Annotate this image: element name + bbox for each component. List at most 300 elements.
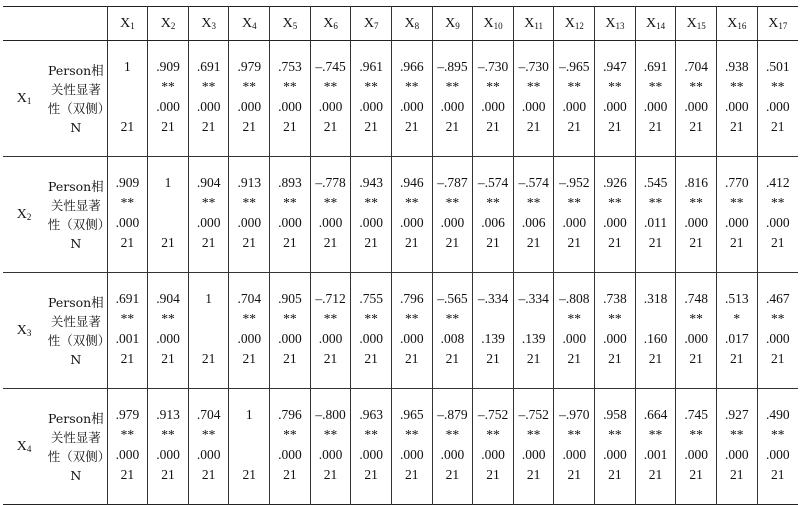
coefficient-value: .753 xyxy=(278,59,302,74)
p-value: .000 xyxy=(440,447,465,462)
significance-stars: ** xyxy=(405,195,419,210)
coefficient-value: .905 xyxy=(278,291,302,306)
p-value: .000 xyxy=(603,447,627,462)
column-header-base: X xyxy=(605,15,616,31)
coefficient-value: .691 xyxy=(196,59,221,74)
table-cell xyxy=(757,273,798,389)
p-value: .017 xyxy=(724,331,749,346)
table-cell xyxy=(676,41,717,157)
cell-stack xyxy=(108,41,148,156)
coefficient-value: .490 xyxy=(765,407,790,422)
p-value: .000 xyxy=(359,331,383,346)
table-cell xyxy=(229,389,270,505)
statistic-label-cell: Person相关性显著性（双侧）N xyxy=(47,178,104,251)
coefficient-value: .943 xyxy=(359,175,383,190)
row-variable-base: X xyxy=(16,322,27,338)
sample-size: 21 xyxy=(608,467,622,482)
sample-size: 21 xyxy=(283,119,297,134)
sample-size: 21 xyxy=(201,119,216,134)
significance-stars: ** xyxy=(486,427,500,442)
sample-size: 21 xyxy=(283,467,297,482)
cell-stack xyxy=(189,41,229,156)
cell-stack xyxy=(311,41,351,156)
cell-stack xyxy=(636,41,676,156)
coefficient-value: –.334 xyxy=(518,291,549,306)
column-header-base: X xyxy=(323,15,334,31)
column-header-x3 xyxy=(188,7,229,41)
corner-cell xyxy=(3,7,45,41)
sample-size: 21 xyxy=(283,235,297,250)
coefficient-value: .412 xyxy=(765,175,790,190)
sample-size: 21 xyxy=(567,351,582,366)
table-cell xyxy=(554,41,595,157)
significance-stars: ** xyxy=(771,427,785,442)
table-cell xyxy=(595,273,636,389)
p-value: .000 xyxy=(278,447,302,462)
cell-stack xyxy=(229,157,269,272)
significance-stars: ** xyxy=(201,427,216,442)
p-value: .000 xyxy=(603,99,627,114)
cell-stack xyxy=(514,41,554,156)
cell-stack xyxy=(676,273,716,388)
coefficient-value: .909 xyxy=(156,59,180,74)
significance-stars: ** xyxy=(730,427,744,442)
significance-stars: ** xyxy=(526,195,541,210)
sample-size: 21 xyxy=(242,119,257,134)
sample-size: 21 xyxy=(730,119,744,134)
sample-size: 21 xyxy=(364,467,378,482)
cell-stack xyxy=(351,157,391,272)
cell-stack xyxy=(717,273,757,388)
cell-stack xyxy=(473,41,513,156)
significance-stars: ** xyxy=(648,427,663,442)
sample-size: 21 xyxy=(608,119,622,134)
column-header-base: X xyxy=(686,15,697,31)
cell-stack xyxy=(392,273,432,388)
significance-stars: ** xyxy=(364,79,378,94)
p-value xyxy=(229,445,269,465)
table-cell xyxy=(513,389,554,505)
significance-stars: ** xyxy=(161,311,175,326)
table-cell xyxy=(188,41,229,157)
p-value xyxy=(108,97,148,117)
correlation-table xyxy=(3,6,798,505)
sample-size: 21 xyxy=(771,119,785,134)
significance-stars: ** xyxy=(771,195,785,210)
table-cell xyxy=(148,157,189,273)
sample-size: 21 xyxy=(730,467,744,482)
coefficient-value: –.879 xyxy=(437,407,468,422)
column-header-sub: 14 xyxy=(656,20,666,31)
sample-size: 21 xyxy=(608,351,622,366)
column-header-x17 xyxy=(757,7,798,41)
coefficient-value: 1 xyxy=(245,407,253,422)
sample-size: 21 xyxy=(161,235,175,250)
sample-size: 21 xyxy=(364,351,378,366)
sample-size: 21 xyxy=(161,467,175,482)
p-value: .008 xyxy=(440,331,465,346)
p-value: .000 xyxy=(521,447,546,462)
cell-stack xyxy=(473,273,513,388)
p-value: .001 xyxy=(643,447,668,462)
cell-stack xyxy=(636,389,676,504)
p-value: .000 xyxy=(156,331,180,346)
row-variable-cell xyxy=(3,389,45,505)
cell-stack xyxy=(229,41,269,156)
table-cell xyxy=(229,157,270,273)
coefficient-value: .979 xyxy=(115,407,140,422)
p-value: .000 xyxy=(237,215,262,230)
table-cell xyxy=(107,389,148,505)
column-header-sub: 10 xyxy=(493,20,503,31)
coefficient-value: –.565 xyxy=(437,291,468,306)
significance-stars: ** xyxy=(201,79,216,94)
table-cell xyxy=(473,157,514,273)
significance-stars: ** xyxy=(364,195,378,210)
sample-size: 21 xyxy=(364,235,378,250)
coefficient-value: .704 xyxy=(196,407,221,422)
significance-stars xyxy=(473,309,513,329)
sample-size: 21 xyxy=(323,119,338,134)
table-cell xyxy=(432,157,473,273)
column-header-x2 xyxy=(148,7,189,41)
table-cell xyxy=(188,389,229,505)
column-header-base: X xyxy=(160,15,171,31)
p-value: .000 xyxy=(278,331,302,346)
p-value: .000 xyxy=(359,215,383,230)
cell-stack xyxy=(636,273,676,388)
row-variable-sub: 3 xyxy=(26,327,32,338)
coefficient-value: .958 xyxy=(603,407,627,422)
coefficient-value: .664 xyxy=(643,407,668,422)
significance-stars: ** xyxy=(323,427,338,442)
p-value: .000 xyxy=(278,99,302,114)
row-variable-cell xyxy=(3,41,45,157)
table-cell xyxy=(188,157,229,273)
coefficient-value: .947 xyxy=(603,59,627,74)
coefficient-value: .755 xyxy=(359,291,383,306)
coefficient-value: .501 xyxy=(765,59,790,74)
coefficient-value: –.895 xyxy=(437,59,468,74)
coefficient-value: –.752 xyxy=(518,407,549,422)
table-cell xyxy=(310,389,351,505)
sample-size: 21 xyxy=(771,235,785,250)
cell-stack xyxy=(514,389,554,504)
column-header-sub: 11 xyxy=(534,20,544,31)
sample-size: 21 xyxy=(201,351,216,366)
p-value: .000 xyxy=(562,447,587,462)
table-cell xyxy=(351,41,392,157)
column-header-base: X xyxy=(445,15,456,31)
table-cell xyxy=(554,157,595,273)
coefficient-value: .946 xyxy=(399,175,424,190)
coefficient-value: .467 xyxy=(765,291,790,306)
table-cell xyxy=(270,41,311,157)
cell-stack xyxy=(189,157,229,272)
cell-stack xyxy=(473,157,513,272)
statistic-label-cell: Person相关性显著性（双侧）N xyxy=(47,294,104,367)
significance-stars: ** xyxy=(445,195,460,210)
sample-size: 21 xyxy=(120,351,135,366)
p-value: .006 xyxy=(521,215,546,230)
p-value: .000 xyxy=(765,447,790,462)
column-header-base: X xyxy=(404,15,415,31)
column-header-x10 xyxy=(473,7,514,41)
table-cell xyxy=(635,41,676,157)
p-value: .000 xyxy=(603,215,627,230)
table-row xyxy=(3,389,798,505)
table-cell xyxy=(716,157,757,273)
column-header-base: X xyxy=(282,15,293,31)
significance-stars: ** xyxy=(242,79,257,94)
stat-corner-cell xyxy=(45,7,107,41)
row-variable-base: X xyxy=(16,90,27,106)
p-value: .000 xyxy=(237,331,262,346)
cell-stack xyxy=(392,157,432,272)
significance-stars: ** xyxy=(120,311,135,326)
column-header-x12 xyxy=(554,7,595,41)
coefficient-value: –.952 xyxy=(559,175,590,190)
table-cell xyxy=(229,41,270,157)
significance-stars: ** xyxy=(486,79,500,94)
p-value: .000 xyxy=(399,99,424,114)
row-variable-sub: 2 xyxy=(26,211,32,222)
cell-stack xyxy=(189,389,229,504)
table-cell xyxy=(107,41,148,157)
table-cell xyxy=(391,389,432,505)
column-header-x8 xyxy=(391,7,432,41)
table-cell xyxy=(310,273,351,389)
significance-stars: ** xyxy=(689,311,703,326)
cell-stack xyxy=(554,273,594,388)
coefficient-value: .691 xyxy=(115,291,140,306)
coefficient-value: .748 xyxy=(684,291,708,306)
column-header-base: X xyxy=(241,15,253,31)
cell-stack xyxy=(636,157,676,272)
sample-size: 21 xyxy=(648,119,663,134)
significance-stars xyxy=(108,77,148,97)
column-header-base: X xyxy=(564,15,575,31)
significance-stars xyxy=(148,193,188,213)
cell-stack xyxy=(717,157,757,272)
cell-stack xyxy=(717,389,757,504)
table-row xyxy=(3,41,798,157)
p-value: .000 xyxy=(684,447,708,462)
significance-stars xyxy=(514,309,554,329)
p-value: .160 xyxy=(643,331,668,346)
p-value: .000 xyxy=(318,215,343,230)
sample-size: 21 xyxy=(567,235,582,250)
p-value: .011 xyxy=(643,215,668,230)
significance-stars: ** xyxy=(567,311,582,326)
coefficient-value: –.574 xyxy=(518,175,549,190)
table-cell xyxy=(351,389,392,505)
p-value: .000 xyxy=(196,215,221,230)
sample-size: 21 xyxy=(120,119,135,134)
column-header-x5 xyxy=(270,7,311,41)
significance-stars: ** xyxy=(689,195,703,210)
sample-size: 21 xyxy=(161,351,175,366)
table-cell xyxy=(188,273,229,389)
significance-stars: ** xyxy=(689,427,703,442)
sample-size: 21 xyxy=(445,119,460,134)
table-cell xyxy=(229,273,270,389)
coefficient-value: .963 xyxy=(359,407,383,422)
cell-stack xyxy=(554,157,594,272)
header-row xyxy=(3,7,798,41)
sample-size: 21 xyxy=(201,467,216,482)
coefficient-value: –.730 xyxy=(518,59,549,74)
p-value: .000 xyxy=(440,215,465,230)
table-cell xyxy=(432,389,473,505)
coefficient-value: .796 xyxy=(399,291,424,306)
sample-size: 21 xyxy=(445,351,460,366)
cell-stack xyxy=(311,273,351,388)
significance-stars: ** xyxy=(771,311,785,326)
coefficient-value: .704 xyxy=(237,291,262,306)
column-header-base: X xyxy=(363,15,374,31)
column-header-x1 xyxy=(107,7,148,41)
table-cell xyxy=(391,157,432,273)
table-cell xyxy=(432,273,473,389)
p-value: .000 xyxy=(603,331,627,346)
coefficient-value: –.808 xyxy=(559,291,590,306)
coefficient-value: .738 xyxy=(603,291,627,306)
table-cell xyxy=(351,273,392,389)
table-cell xyxy=(676,273,717,389)
significance-stars: ** xyxy=(283,311,297,326)
table-cell xyxy=(635,157,676,273)
column-header-sub: 9 xyxy=(455,20,460,31)
coefficient-value: .913 xyxy=(156,407,180,422)
column-header-sub: 6 xyxy=(333,20,338,31)
coefficient-value: 1 xyxy=(124,59,131,74)
sample-size: 21 xyxy=(648,235,663,250)
p-value: .000 xyxy=(318,447,343,462)
significance-stars: ** xyxy=(648,79,663,94)
table-cell xyxy=(270,273,311,389)
p-value: .000 xyxy=(724,99,749,114)
cell-stack xyxy=(270,157,310,272)
sample-size: 21 xyxy=(120,467,135,482)
significance-stars: ** xyxy=(120,195,135,210)
table-row xyxy=(3,157,798,273)
p-value: .001 xyxy=(115,331,140,346)
coefficient-value: –.334 xyxy=(477,291,509,306)
sample-size: 21 xyxy=(689,467,703,482)
column-header-base: X xyxy=(483,15,494,31)
row-variable-cell xyxy=(3,157,45,273)
cell-stack xyxy=(392,389,432,504)
sample-size: 21 xyxy=(364,119,378,134)
significance-stars: ** xyxy=(526,79,541,94)
cell-stack xyxy=(189,273,229,388)
coefficient-value: .926 xyxy=(603,175,627,190)
significance-stars: ** xyxy=(405,427,419,442)
table-cell xyxy=(351,157,392,273)
row-variable-sub: 4 xyxy=(26,443,32,454)
coefficient-value: 1 xyxy=(164,175,172,190)
significance-stars xyxy=(189,309,229,329)
table-cell xyxy=(473,389,514,505)
cell-stack xyxy=(270,389,310,504)
sample-size: 21 xyxy=(486,351,500,366)
cell-stack xyxy=(433,273,473,388)
sample-size: 21 xyxy=(689,119,703,134)
coefficient-value: –.730 xyxy=(477,59,509,74)
coefficient-value: –.800 xyxy=(315,407,346,422)
column-header-sub: 16 xyxy=(737,20,747,31)
sample-size: 21 xyxy=(242,235,257,250)
column-header-sub: 12 xyxy=(574,20,584,31)
table-cell xyxy=(595,157,636,273)
cell-stack xyxy=(554,389,594,504)
sample-size: 21 xyxy=(771,467,785,482)
sample-size: 21 xyxy=(689,351,703,366)
table-cell xyxy=(595,41,636,157)
p-value: .000 xyxy=(440,99,465,114)
p-value: .139 xyxy=(481,331,505,346)
significance-stars: ** xyxy=(771,79,785,94)
coefficient-value: .913 xyxy=(237,175,262,190)
coefficient-value: .893 xyxy=(278,175,302,190)
column-header-base: X xyxy=(645,15,657,31)
table-cell xyxy=(595,389,636,505)
cell-stack xyxy=(270,273,310,388)
significance-stars: ** xyxy=(283,79,297,94)
p-value: .000 xyxy=(765,215,790,230)
table-cell xyxy=(716,389,757,505)
cell-stack xyxy=(351,41,391,156)
significance-stars: ** xyxy=(242,195,257,210)
significance-stars xyxy=(229,425,269,445)
cell-stack xyxy=(595,41,635,156)
coefficient-value: –.752 xyxy=(477,407,509,422)
significance-stars: ** xyxy=(242,311,257,326)
significance-stars: ** xyxy=(730,195,744,210)
coefficient-value: –.745 xyxy=(315,59,346,74)
column-header-x16 xyxy=(716,7,757,41)
significance-stars: ** xyxy=(283,195,297,210)
p-value: .000 xyxy=(399,331,424,346)
cell-stack xyxy=(148,41,188,156)
table-cell xyxy=(716,41,757,157)
table-cell xyxy=(554,273,595,389)
p-value: .000 xyxy=(196,447,221,462)
table-cell xyxy=(148,389,189,505)
cell-stack xyxy=(148,157,188,272)
significance-stars: ** xyxy=(567,195,582,210)
table-cell xyxy=(148,41,189,157)
p-value: .000 xyxy=(765,331,790,346)
p-value: .000 xyxy=(156,99,180,114)
table-cell xyxy=(148,273,189,389)
table-cell xyxy=(270,389,311,505)
significance-stars: ** xyxy=(648,195,663,210)
sample-size: 21 xyxy=(242,467,257,482)
cell-stack xyxy=(676,41,716,156)
sample-size: 21 xyxy=(526,119,541,134)
row-variable-sub: 1 xyxy=(26,95,32,106)
column-header-sub: 3 xyxy=(211,20,216,31)
coefficient-value: .691 xyxy=(643,59,668,74)
coefficient-value: –.970 xyxy=(559,407,590,422)
row-variable-base: X xyxy=(16,438,27,454)
p-value: .000 xyxy=(643,99,668,114)
coefficient-value: –.965 xyxy=(559,59,590,74)
column-header-sub: 15 xyxy=(696,20,706,31)
significance-stars: ** xyxy=(323,195,338,210)
